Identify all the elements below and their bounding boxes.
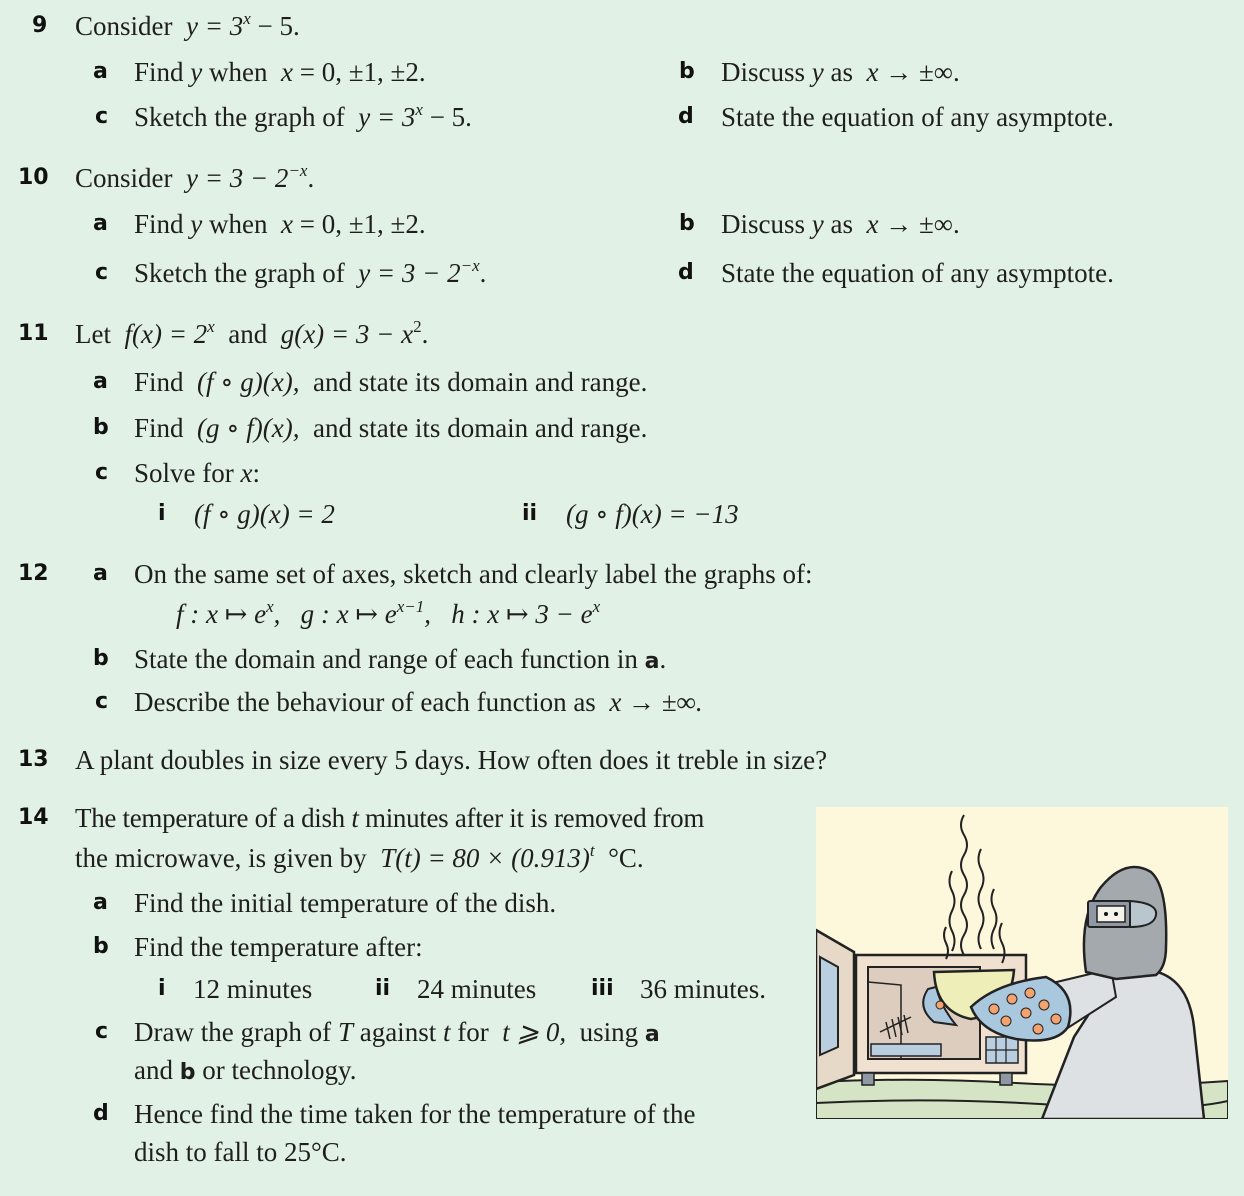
part-text: Find the initial temperature of the dish. xyxy=(134,888,557,918)
unit: °C. xyxy=(608,843,644,873)
microwave-illustration xyxy=(816,807,1228,1119)
question-stem: A plant doubles in size every 5 days. How often does it treble in size? xyxy=(75,745,828,775)
math-var: x xyxy=(240,458,253,488)
text: Draw the graph of xyxy=(134,1017,338,1047)
math: (f ∘ g)(x), xyxy=(197,367,300,397)
math: y = 3 − 2 xyxy=(358,258,461,288)
math-var: x xyxy=(866,57,879,87)
subpart-label: i xyxy=(158,501,166,526)
text: or technology. xyxy=(195,1055,357,1085)
subpart-text: 36 minutes. xyxy=(640,974,766,1004)
visor-window xyxy=(1097,906,1125,922)
text: using xyxy=(572,1017,645,1047)
math: . xyxy=(479,258,487,288)
math-var: y xyxy=(190,209,203,239)
question-number: 12 xyxy=(18,561,49,586)
text: minutes after it is removed from xyxy=(358,803,705,833)
cartoon-image xyxy=(816,807,1228,1119)
math-var: x xyxy=(281,57,293,87)
math: y = 3 xyxy=(358,102,416,132)
stem-math: y = 3 − 2 xyxy=(186,163,289,193)
part-label: d xyxy=(93,1101,109,1126)
text: as xyxy=(823,209,860,239)
part-text xyxy=(134,56,426,88)
part-label: d xyxy=(678,104,694,129)
text: when xyxy=(202,57,275,87)
math-var: T xyxy=(337,1017,353,1047)
stem-math: y = 3 xyxy=(186,11,244,41)
f-mapping: f : x ↦ e xyxy=(176,599,267,629)
part-label: d xyxy=(678,260,694,285)
math-var: t xyxy=(351,803,359,833)
text: State the domain and range of each function in xyxy=(134,644,645,674)
eye-icon xyxy=(1114,912,1118,916)
text: Discuss xyxy=(721,57,812,87)
exponent: −x xyxy=(460,256,480,275)
math: → ±∞. xyxy=(878,57,960,87)
function-definitions xyxy=(176,598,600,630)
question-number: 10 xyxy=(18,165,49,190)
text: the microwave, is given by xyxy=(75,843,374,873)
part-label: c xyxy=(95,460,109,485)
math: → ±∞. xyxy=(878,209,960,239)
subpart-label: i xyxy=(158,976,166,1001)
math-var: y xyxy=(811,209,824,239)
g-definition: g(x) = 3 − x xyxy=(280,319,414,349)
math-var: x xyxy=(866,209,879,239)
text: Find xyxy=(134,413,191,443)
math-var: y xyxy=(190,57,203,87)
text: : xyxy=(252,458,260,488)
exponent: 2 xyxy=(413,317,422,336)
part-label: a xyxy=(93,561,108,586)
text: . xyxy=(659,644,667,674)
question-stem xyxy=(75,10,300,42)
text: for xyxy=(450,1017,496,1047)
exponent: x xyxy=(266,597,274,616)
part-label: c xyxy=(95,104,109,129)
question-stem xyxy=(75,318,428,350)
part-text xyxy=(134,208,426,240)
text: The temperature of a dish xyxy=(75,803,352,833)
math: − 5. xyxy=(422,102,472,132)
math-var: t xyxy=(442,1017,451,1047)
part-reference: a xyxy=(644,649,660,674)
formula: T(t) = 80 × (0.913) xyxy=(380,843,590,873)
stem-text: Consider xyxy=(75,11,173,41)
exponent: x xyxy=(207,317,215,336)
stem-math-end: − 5. xyxy=(250,11,300,41)
text: , xyxy=(424,599,432,629)
door-window xyxy=(820,957,838,1055)
question-stem-line2 xyxy=(75,842,644,874)
stem-end: . xyxy=(307,163,315,193)
text: and xyxy=(228,319,268,349)
stem-text: Let xyxy=(75,319,111,349)
part-text xyxy=(134,366,647,398)
subpart-text: 24 minutes xyxy=(417,974,537,1004)
part-label: a xyxy=(93,890,108,915)
text: . xyxy=(421,319,429,349)
question-stem xyxy=(75,802,704,834)
subpart-label: ii xyxy=(522,501,538,526)
math: = 0, ±1, ±2. xyxy=(292,57,426,87)
question-number: 14 xyxy=(18,805,49,830)
text: and xyxy=(134,1055,180,1085)
g-mapping: g : x ↦ e xyxy=(300,599,397,629)
subpart-math: (f ∘ g)(x) = 2 xyxy=(194,499,335,529)
part-label: a xyxy=(93,59,108,84)
part-text xyxy=(134,1016,660,1051)
part-reference: b xyxy=(179,1060,196,1085)
part-text: Find the temperature after: xyxy=(134,932,423,962)
part-text: Hence find the time taken for the temperature of the xyxy=(134,1099,696,1129)
microwave-foot xyxy=(862,1073,874,1085)
part-label: b xyxy=(679,59,695,84)
question-number: 11 xyxy=(18,321,49,346)
part-text-line2: dish to fall to 25°C. xyxy=(134,1137,347,1167)
exponent: x−1 xyxy=(396,597,425,616)
part-text xyxy=(134,101,472,133)
text: Discuss xyxy=(721,209,812,239)
exponent: x xyxy=(592,597,601,616)
part-text xyxy=(134,643,666,678)
question-number: 13 xyxy=(18,747,49,772)
part-label: c xyxy=(95,689,109,714)
f-definition: f(x) = 2 xyxy=(124,319,208,349)
part-text xyxy=(134,457,260,489)
part-reference: a xyxy=(644,1022,660,1047)
stem-text: Consider xyxy=(75,163,173,193)
part-text: On the same set of axes, sketch and clearly label the graphs of: xyxy=(134,559,813,589)
exponent: x xyxy=(415,100,423,119)
text: and state its domain and range. xyxy=(306,413,648,443)
math-var: y xyxy=(811,57,824,87)
stem-exponent: x xyxy=(243,9,251,28)
text: , xyxy=(273,599,281,629)
part-text xyxy=(721,208,960,240)
turntable xyxy=(871,1044,941,1056)
part-label: b xyxy=(679,211,695,236)
part-label: b xyxy=(93,934,109,959)
text: Describe the behaviour of each function as xyxy=(134,687,603,717)
subpart-label: iii xyxy=(591,976,614,1001)
text: Find xyxy=(134,57,191,87)
text: and state its domain and range. xyxy=(306,367,648,397)
part-text xyxy=(134,412,647,444)
math: (g ∘ f)(x), xyxy=(197,413,300,443)
part-label: c xyxy=(95,1019,109,1044)
part-text xyxy=(134,686,703,718)
part-text-line2 xyxy=(134,1054,356,1089)
stem-exponent: −x xyxy=(288,161,308,180)
part-label: c xyxy=(95,260,109,285)
text: as xyxy=(823,57,860,87)
text: Sketch the graph of xyxy=(134,258,352,288)
text: against xyxy=(352,1017,443,1047)
text: Sketch the graph of xyxy=(134,102,352,132)
h-mapping: h : x ↦ 3 − e xyxy=(451,599,593,629)
text: Find xyxy=(134,367,191,397)
text: Find xyxy=(134,209,191,239)
math: = 0, ±1, ±2. xyxy=(292,209,426,239)
part-text: State the equation of any asymptote. xyxy=(721,102,1114,132)
math: x → ±∞. xyxy=(609,687,703,717)
microwave-foot xyxy=(1000,1073,1012,1085)
part-text: State the equation of any asymptote. xyxy=(721,258,1114,288)
exponent: t xyxy=(589,841,595,860)
math-var: x xyxy=(281,209,293,239)
part-label: b xyxy=(93,415,109,440)
question-number: 9 xyxy=(32,13,48,38)
subpart-label: ii xyxy=(375,976,391,1001)
part-text xyxy=(134,257,486,289)
part-label: a xyxy=(93,211,108,236)
part-label: a xyxy=(93,369,108,394)
subpart-math: (g ∘ f)(x) = −13 xyxy=(566,499,739,529)
part-text xyxy=(721,56,960,88)
subpart-text: 12 minutes xyxy=(193,974,313,1004)
text: Solve for xyxy=(134,458,241,488)
question-stem xyxy=(75,162,314,194)
math: t ⩾ 0, xyxy=(502,1017,567,1047)
eye-icon xyxy=(1104,912,1108,916)
part-label: b xyxy=(93,646,109,671)
text: when xyxy=(202,209,275,239)
